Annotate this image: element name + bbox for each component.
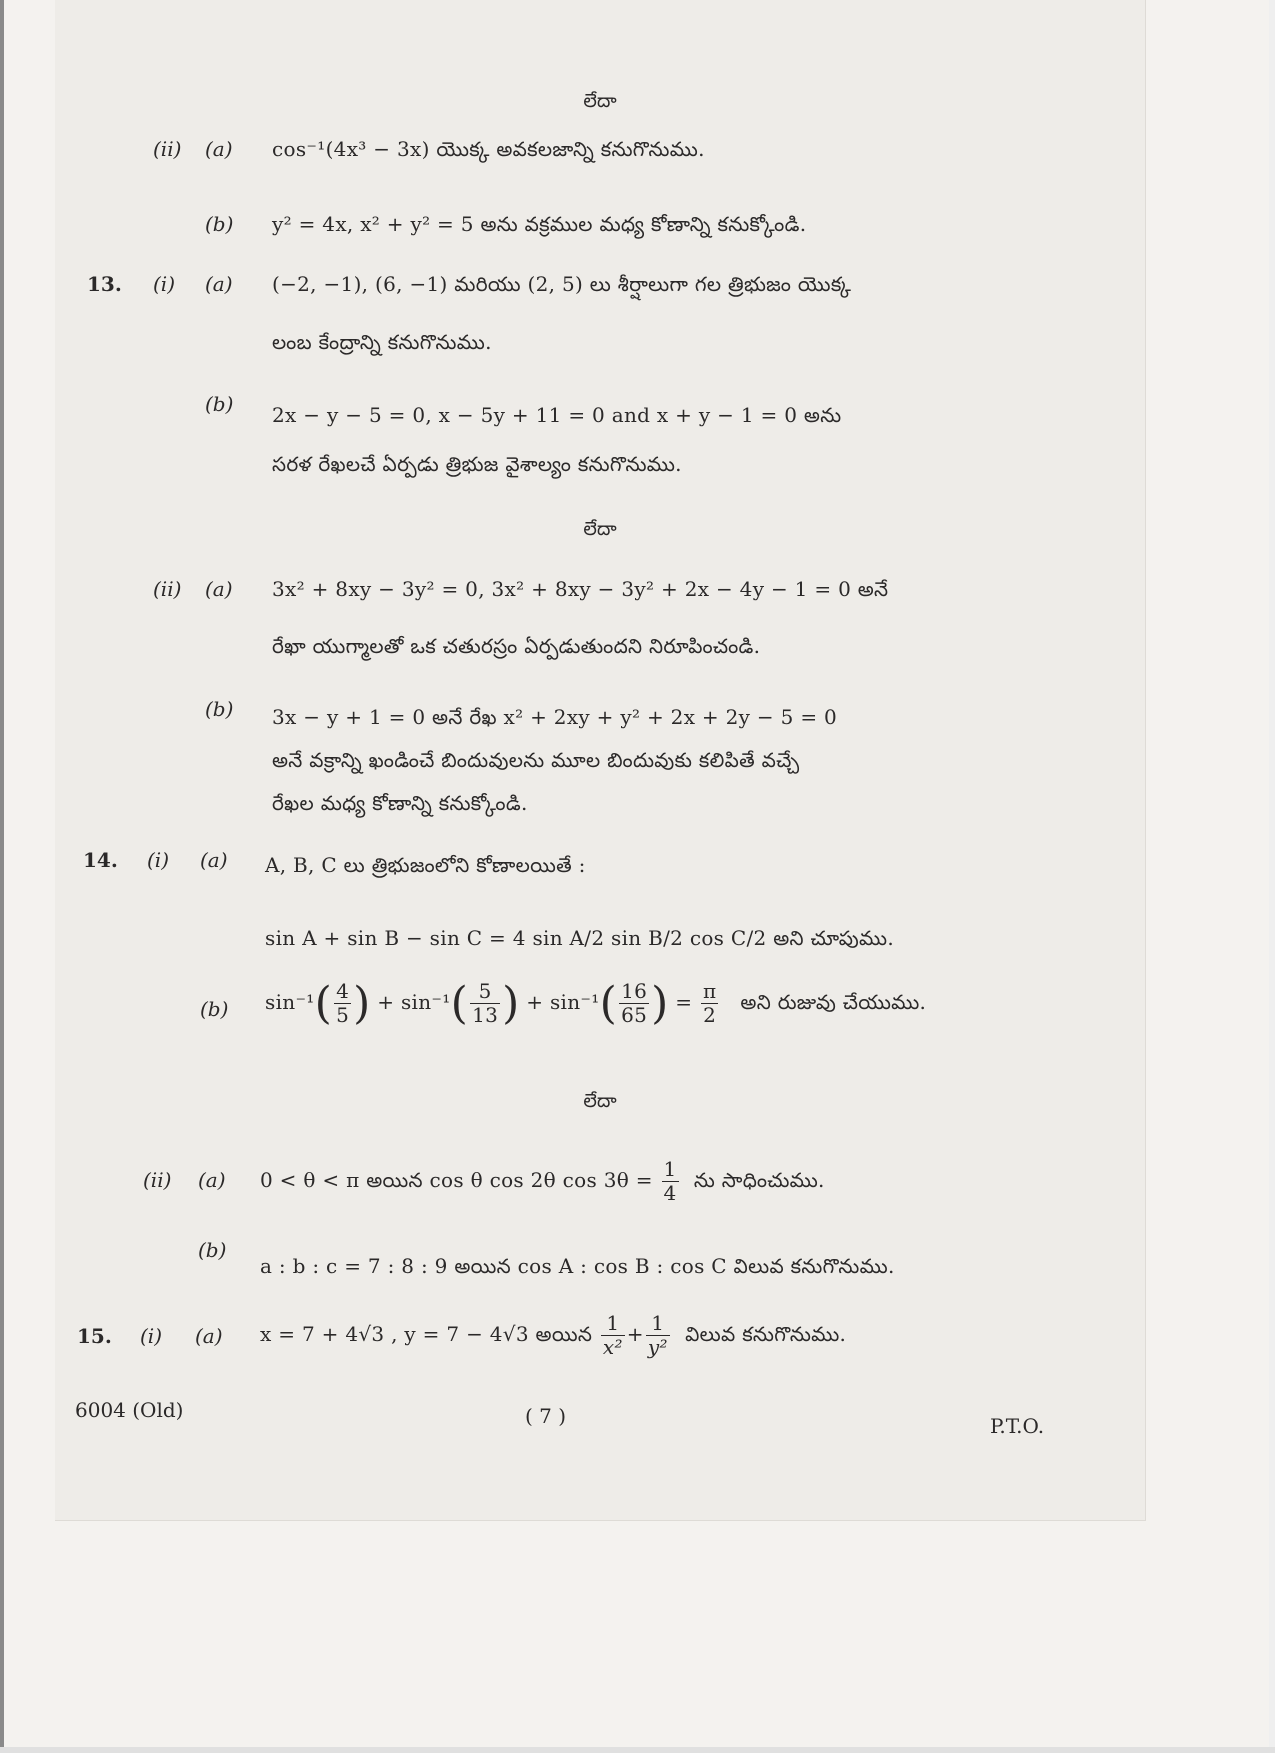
q15-number: 15.: [77, 1324, 112, 1348]
q14-i-a-line1: A, B, C లు త్రిభుజంలోని కోణాలయితే :: [265, 853, 586, 877]
page-number: ( 7 ): [525, 1404, 567, 1428]
q14-i-b-label: (b): [200, 997, 229, 1021]
or-separator: లేదా: [583, 90, 617, 112]
q15-a-pre: x = 7 + 4√3 , y = 7 − 4√3 అయిన: [260, 1322, 593, 1346]
q13-i-b-line1: 2x − y − 5 = 0, x − 5y + 11 = 0 and x + y − 1 = 0 అను: [272, 403, 842, 427]
q13-ii-b-line3: రేఖల మధ్య కోణాన్ని కనుక్కోండి.: [272, 791, 528, 815]
q14-i-a-label: (a): [200, 848, 228, 872]
q14-b-rhs-den: 2: [701, 1003, 718, 1027]
q14-b-rhs-num: π: [702, 979, 717, 1003]
q14-ii-a-equation: [260, 1158, 825, 1205]
q13-ii-b-line2: అనే వక్రాన్ని ఖండించే బిందువులను మూల బిందువుకు కలిపితే వచ్చే: [272, 748, 800, 772]
q14-ii-b-text: a : b : c = 7 : 8 : 9 అయిన cos A : cos B : cos C విలువ కనుగొనుము.: [260, 1254, 895, 1278]
q12-ii-a-text: cos⁻¹(4x³ − 3x) యొక్క అవకలజాన్ని కనుగొనుము.: [272, 137, 705, 161]
scan-edge-bottom: [0, 1747, 1275, 1753]
q12-ii-a-label: (a): [205, 137, 233, 161]
q12-ii-b-text: y² = 4x, x² + y² = 5 అను వక్రముల మధ్య కోణాన్ని కనుక్కోండి.: [272, 212, 807, 236]
q13-ii-a-line1: 3x² + 8xy − 3y² = 0, 3x² + 8xy − 3y² + 2x − 4y − 1 = 0 అనే: [272, 577, 889, 601]
q15-i-a-equation: x = 7 + 4√3 , y = 7 − 4√3 అయిన $\frac{1}{\text{x²}}$ + $\frac{1}{\text{y²}}$ విలువ కనుగొనుము.: [260, 1311, 847, 1359]
q13-i-a-label: (a): [205, 272, 233, 296]
q14-b-sin-3: sin⁻¹: [549, 990, 600, 1014]
paper-code: 6004 (Old): [75, 1398, 184, 1422]
q14-b-sin-2: sin⁻¹: [400, 990, 451, 1014]
q15-i-a-label: (a): [195, 1324, 223, 1348]
q13-ii-b-label: (b): [205, 697, 234, 721]
q13-ii-label: (ii): [153, 577, 182, 601]
q14-i-label: (i): [147, 848, 170, 872]
q15-a-tail: విలువ కనుగొనుము.: [685, 1322, 847, 1346]
scan-edge-right: [1269, 0, 1275, 1753]
q13-ii-b-line1: 3x − y + 1 = 0 అనే రేఖ x² + 2xy + y² + 2x + 2y − 5 = 0: [272, 705, 838, 729]
q14-i-b-equation: sin⁻¹( $\frac{4}{5}$ ) + sin⁻¹( $\frac{5}{13}$ ) + sin⁻¹( $\frac{16}{65}$ ) = $\frac{\pi}{2}$ అని రుజువు చేయుము.: [265, 978, 927, 1029]
q13-i-a-line1: (−2, −1), (6, −1) మరియు (2, 5) లు శీర్షాలుగా గల త్రిభుజం యొక్క: [272, 272, 852, 296]
q13-i-label: (i): [153, 272, 176, 296]
or-separator: లేదా: [583, 1090, 617, 1112]
scan-edge-left: [0, 0, 4, 1753]
q15-a-num-1: 1: [606, 1311, 620, 1335]
q15-a-num-2: 1: [651, 1311, 665, 1335]
q14-ii-a-den: 4: [663, 1181, 677, 1205]
q14-ii-label: (ii): [143, 1168, 172, 1192]
q12-ii-label: (ii): [153, 137, 182, 161]
q14-b-sin-1: sin⁻¹: [265, 990, 315, 1014]
q14-b-f1-num: 4: [336, 979, 350, 1003]
q14-ii-a-tail: ను సాధించుము.: [693, 1168, 825, 1192]
q15-a-den-1: x²: [602, 1335, 623, 1359]
q14-b-tail: అని రుజువు చేయుము.: [740, 990, 927, 1014]
q14-b-f1-den: 5: [336, 1003, 350, 1027]
q14-ii-b-label: (b): [198, 1238, 227, 1262]
pto-label: P.T.O.: [990, 1414, 1045, 1438]
q13-i-b-line2: సరళ రేఖలచే ఏర్పడు త్రిభుజ వైశాల్యం కనుగొనుము.: [272, 452, 682, 476]
q13-ii-a-line2: రేఖా యుగ్మాలతో ఒక చతురస్రం ఏర్పడుతుందని నిరూపించండి.: [272, 634, 761, 658]
q14-b-f3-den: 65: [621, 1003, 648, 1027]
q13-i-a-line2: లంబ కేంద్రాన్ని కనుగొనుము.: [272, 330, 492, 354]
q14-b-f2-num: 5: [478, 979, 492, 1003]
or-separator: లేదా: [583, 518, 617, 540]
q14-b-f3-num: 16: [621, 979, 648, 1003]
q15-a-den-2: y²: [647, 1335, 668, 1359]
q14-b-f2-den: 13: [472, 1003, 499, 1027]
q14-ii-a-label: (a): [198, 1168, 226, 1192]
q14-ii-a-pre: 0 < θ < π అయిన cos θ cos 2θ cos 3θ =: [260, 1168, 653, 1192]
q13-number: 13.: [87, 272, 122, 296]
q13-ii-a-label: (a): [205, 577, 233, 601]
q15-i-label: (i): [140, 1324, 163, 1348]
exam-page: [55, 0, 1146, 1521]
q13-i-b-label: (b): [205, 392, 234, 416]
q12-ii-b-label: (b): [205, 212, 234, 236]
q14-number: 14.: [83, 848, 118, 872]
q14-ii-a-num: 1: [663, 1157, 677, 1181]
q14-i-a-line2: sin A + sin B − sin C = 4 sin A/2 sin B/2 cos C/2 అని చూపుము.: [265, 926, 895, 950]
